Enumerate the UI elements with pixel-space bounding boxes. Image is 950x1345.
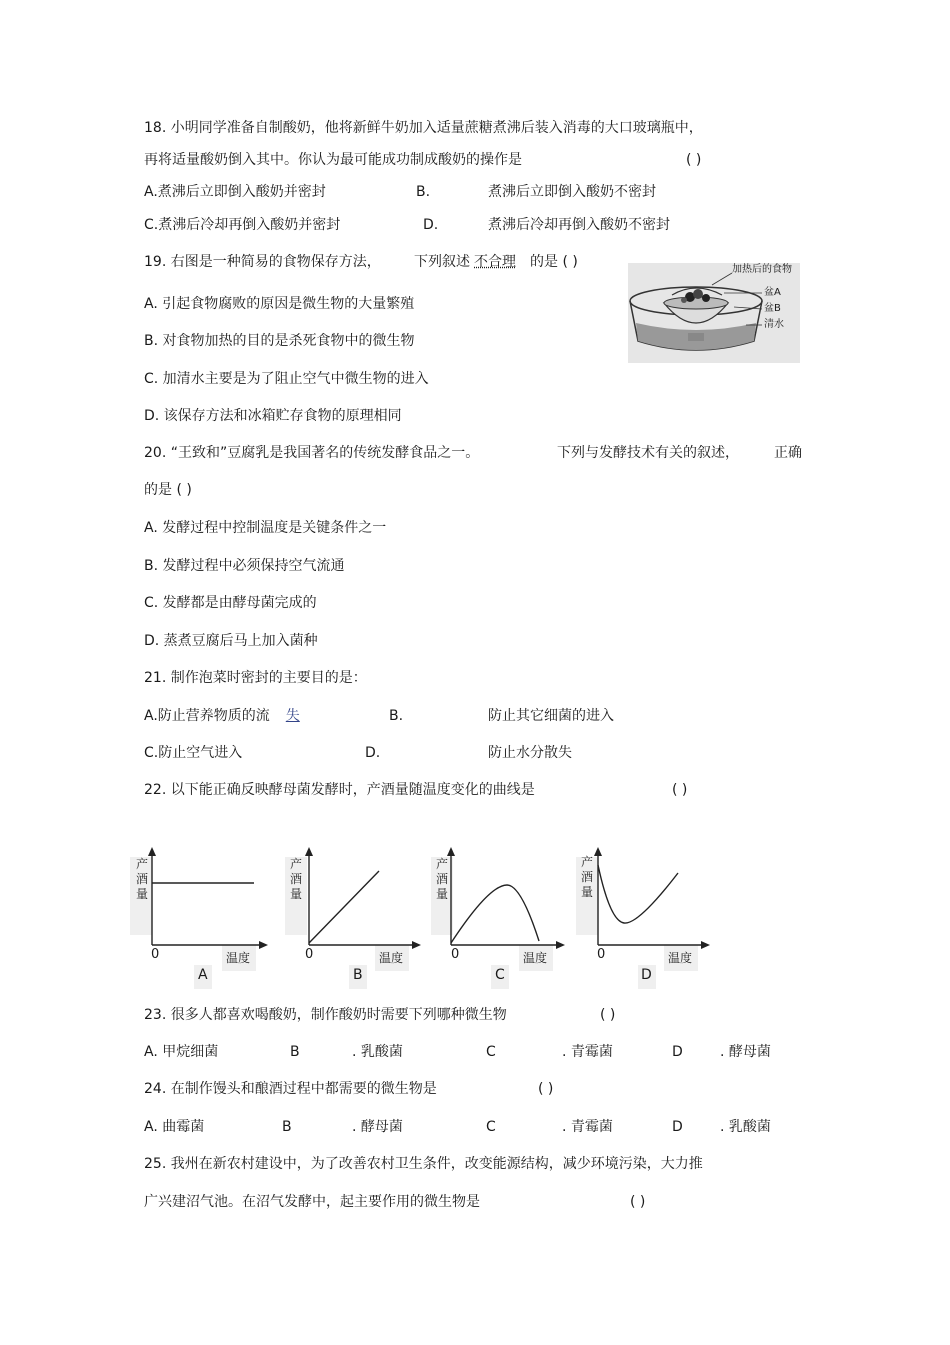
graph-d-zero: 0 — [597, 947, 606, 962]
q18-option-d: 煮沸后冷却再倒入酸奶不密封 — [488, 217, 670, 233]
graph-b-caption: B — [353, 967, 363, 983]
q18-line1: 18. 小明同学准备自制酸奶，他将新鲜牛奶加入适量蔗糖煮沸后装入消毒的大口玻璃瓶中， — [144, 120, 703, 136]
q18-option-b: 煮沸后立即倒入酸奶不密封 — [488, 184, 656, 200]
q22-answer-paren: ( ) — [672, 782, 688, 798]
q24-option-b-letter: B — [282, 1119, 292, 1135]
graph-d-xlabel: 温度 — [668, 951, 693, 965]
q20-stem-d: 的是 ( ) — [144, 482, 192, 498]
q25-line2: 广兴建沼气池。在沼气发酵中，起主要作用的微生物是 — [144, 1194, 480, 1210]
q23-option-b-letter: B — [290, 1044, 300, 1060]
q23-option-d: . 酵母菌 — [720, 1044, 771, 1060]
q19-option-b: B. 对食物加热的目的是杀死食物中的微生物 — [144, 333, 415, 349]
graph-c-ylabel-1: 产 — [435, 857, 448, 871]
q24-answer-paren: ( ) — [538, 1081, 554, 1097]
food-preservation-figure — [628, 263, 800, 363]
graph-b — [285, 845, 425, 985]
q18-answer-paren: ( ) — [686, 152, 702, 168]
q20-option-c: C. 发酵都是由酵母菌完成的 — [144, 595, 317, 611]
graph-b-ylabel-1: 产 — [289, 857, 302, 871]
graph-d-caption: D — [641, 967, 652, 983]
q24-option-a: A. 曲霉菌 — [144, 1119, 205, 1135]
q23-answer-paren: ( ) — [600, 1007, 616, 1023]
graph-b-xlabel: 温度 — [379, 951, 404, 965]
graph-c-axes — [431, 845, 571, 985]
q21-option-b: 防止其它细菌的进入 — [488, 708, 614, 724]
graph-c-curve — [451, 885, 539, 943]
q23-option-c: . 青霉菌 — [562, 1044, 613, 1060]
graph-d-ylabel-1: 产 — [580, 855, 593, 869]
graph-a-xlabel: 温度 — [226, 951, 251, 965]
q23-stem: 23. 很多人都喜欢喝酸奶，制作酸奶时需要下列哪种微生物 — [144, 1007, 507, 1023]
graph-c-xlabel: 温度 — [523, 951, 548, 965]
graph-d — [576, 845, 716, 985]
graph-c-ylabel-2: 酒 — [435, 872, 448, 886]
graph-d-ylabel-3: 量 — [580, 885, 593, 899]
fig19-label-water: 清水 — [764, 319, 784, 330]
q21-option-a-text: A.防止营养物质的流 — [144, 708, 270, 724]
q20-option-d: D. 蒸煮豆腐后马上加入菌种 — [144, 633, 318, 649]
graph-b-curve — [309, 871, 379, 943]
q20-option-b: B. 发酵过程中必须保持空气流通 — [144, 558, 345, 574]
q23-option-b: . 乳酸菌 — [352, 1044, 403, 1060]
graph-b-axes — [285, 845, 425, 985]
q24-option-b: . 酵母菌 — [352, 1119, 403, 1135]
graph-d-curve — [598, 865, 678, 923]
q19-option-a: A. 引起食物腐败的原因是微生物的大量繁殖 — [144, 296, 415, 312]
q19-option-c: C. 加清水主要是为了阻止空气中微生物的进入 — [144, 371, 429, 387]
q21-option-d-letter: D. — [365, 745, 381, 761]
q23-option-c-letter: C — [486, 1044, 496, 1060]
graph-d-ylabel-2: 酒 — [580, 870, 593, 884]
q20-stem-a: 20. “王致和”豆腐乳是我国著名的传统发酵食品之一。 — [144, 445, 480, 461]
q20-stem-c: 正确 — [774, 445, 802, 461]
graph-d-axes — [576, 845, 716, 985]
graph-a-caption: A — [198, 967, 208, 983]
q18-option-a: A.煮沸后立即倒入酸奶并密封 — [144, 184, 326, 200]
graph-a-zero: 0 — [151, 947, 160, 962]
graph-b-ylabel-2: 酒 — [289, 872, 302, 886]
q23-option-a: A. 甲烷细菌 — [144, 1044, 219, 1060]
graph-a-ylabel-3: 量 — [135, 887, 148, 901]
q21-stem: 21. 制作泡菜时密封的主要目的是： — [144, 670, 367, 686]
fig19-label-basin-a: 盆A — [764, 287, 781, 298]
q21-option-a-underlined: 失 — [285, 708, 300, 724]
fig19-label-basin-b: 盆B — [764, 303, 781, 314]
q24-option-d: . 乳酸菌 — [720, 1119, 771, 1135]
q20-stem-b: 下列与发酵技术有关的叙述， — [557, 445, 739, 461]
q19-stem-a: 19. 右图是一种简易的食物保存方法， — [144, 254, 381, 270]
q25-answer-paren: ( ) — [630, 1194, 646, 1210]
q21-option-c: C.防止空气进入 — [144, 745, 243, 761]
q24-option-d-letter: D — [672, 1119, 683, 1135]
q18-option-b-letter: B. — [416, 184, 431, 200]
q22-stem: 22. 以下能正确反映酵母菌发酵时，产酒量随温度变化的曲线是 — [144, 782, 535, 798]
q19-stem-b: 下列叙述 — [414, 254, 470, 270]
q19-option-d: D. 该保存方法和冰箱贮存食物的原理相同 — [144, 408, 402, 424]
q20-option-a: A. 发酵过程中控制温度是关键条件之一 — [144, 520, 387, 536]
q24-option-c: . 青霉菌 — [562, 1119, 613, 1135]
graph-a-ylabel-1: 产 — [135, 857, 148, 871]
graph-b-zero: 0 — [305, 947, 314, 962]
graph-c — [431, 845, 571, 985]
q25-line1: 25. 我州在新农村建设中，为了改善农村卫生条件，改变能源结构，减少环境污染，大力推 — [144, 1156, 703, 1172]
graph-a-ylabel-2: 酒 — [135, 872, 148, 886]
q18-option-d-letter: D. — [423, 217, 439, 233]
graph-b-ylabel-3: 量 — [289, 887, 302, 901]
q18-option-c: C.煮沸后冷却再倒入酸奶并密封 — [144, 217, 341, 233]
graph-a — [130, 845, 270, 985]
graph-c-caption: C — [495, 967, 505, 983]
q21-option-a — [144, 707, 300, 725]
q21-option-b-letter: B. — [389, 708, 404, 724]
graph-c-zero: 0 — [451, 947, 460, 962]
q18-line2: 再将适量酸奶倒入其中。你认为最可能成功制成酸奶的操作是 — [144, 152, 522, 168]
q19-stem-c: 的是 ( ) — [530, 254, 578, 270]
q24-stem: 24. 在制作馒头和酿酒过程中都需要的微生物是 — [144, 1081, 437, 1097]
graph-c-ylabel-3: 量 — [435, 887, 448, 901]
q24-option-c-letter: C — [486, 1119, 496, 1135]
q19-stem-emphasis: 不合理 — [474, 254, 516, 270]
q23-option-d-letter: D — [672, 1044, 683, 1060]
q21-option-d: 防止水分散失 — [488, 745, 572, 761]
fig19-label-food: 加热后的食物 — [732, 264, 792, 275]
